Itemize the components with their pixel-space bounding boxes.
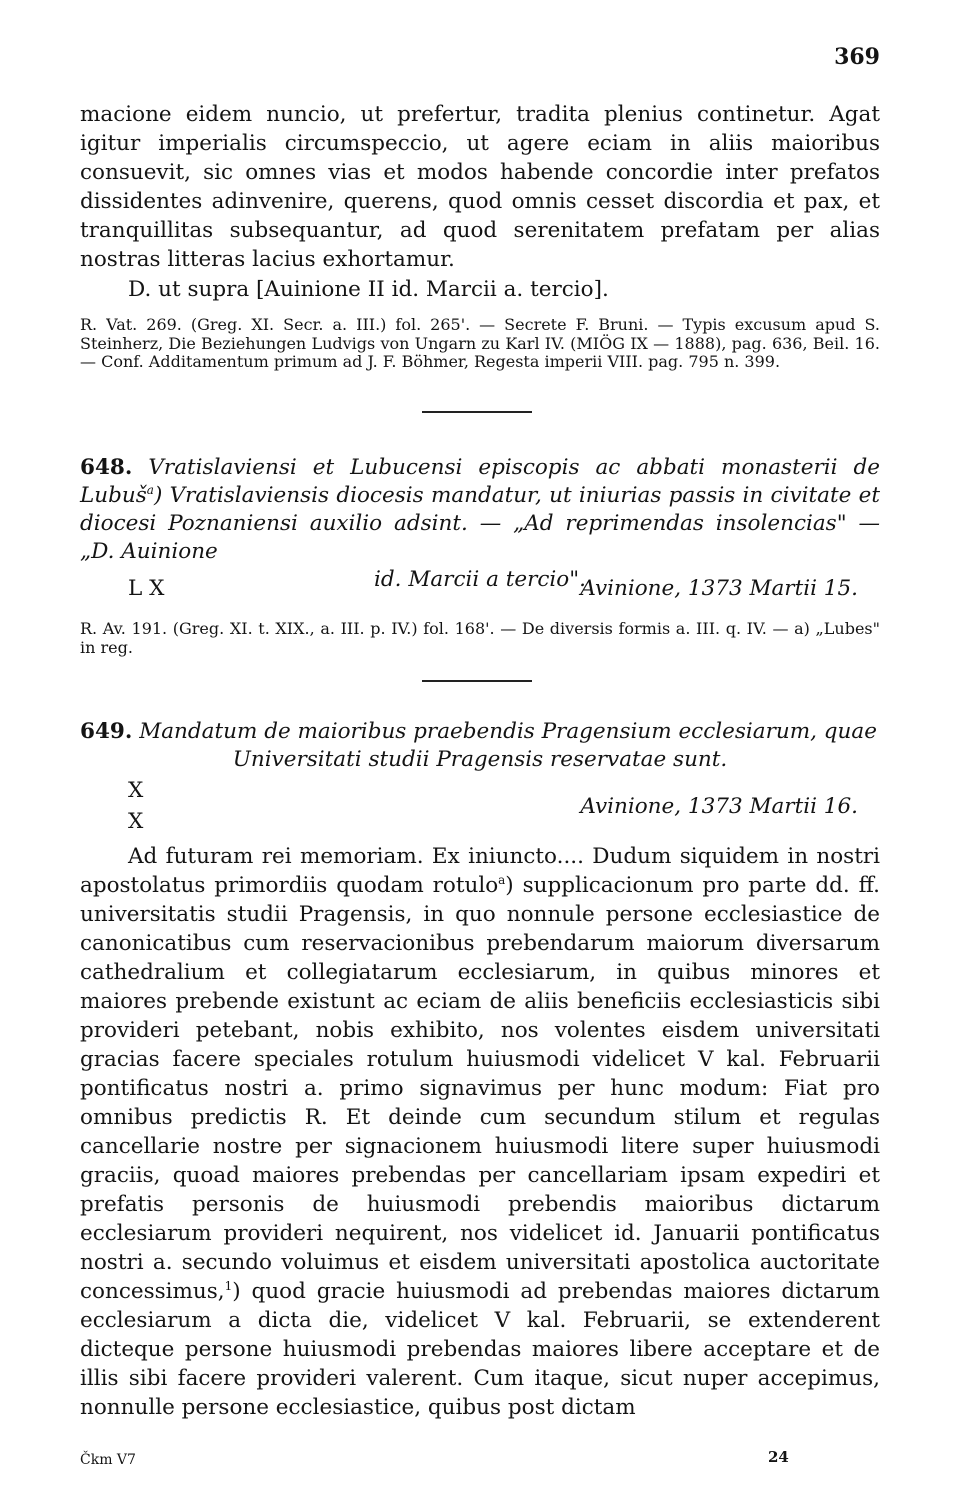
- doc648-title: Vratislaviensi et Lubucensi episcopis ac abbati monasterii de Lubuš: [80, 455, 880, 508]
- doc649-number: 649.: [80, 719, 133, 744]
- divider-1: [422, 411, 532, 413]
- doc649-body-footnote-1: 1: [224, 1278, 233, 1293]
- divider-2: [422, 680, 532, 682]
- top-source-note: R. Vat. 269. (Greg. XI. Secr. a. III.) fol. 265'. — Secrete F. Bruni. — Typis excusum apud S. Steinherz, Die Beziehungen Ludvigs von Ungarn zu Karl IV. (MIÖG IX — 1888), pag. 636, Beil. 16. — Conf. Additamentum primum ad J. F. Böhmer, Regesta imperii VIII. pag. 795 n. 399.: [80, 315, 880, 371]
- doc649-body-part3: ) quod gracie huiusmodi ad prebendas maiores dictarum ecclesiarum a dicta die, videlicet V kal. Februarii, se extenderent dicteque persone huiusmodi prebendas maiores libere acceptare et de illis sibi facere provideri valerent. Cum itaque, sicut nuper accepimus, nonnulle persone ecclesiastice, quibus post dictam: [80, 1279, 880, 1420]
- doc649-body: [80, 842, 880, 1422]
- doc649-title-line2: Universitati studii Pragensis reservatae sunt.: [232, 747, 728, 772]
- top-paragraph: macione eidem nuncio, ut prefertur, tradita plenius continetur. Agat igitur imperialis circumspeccio, ut agere eciam in aliis maioribus consuevit, sic omnes vias et modos habende concordie inter prefatos dissidentes adinvenire, querens, quod omnis cesset discordia et pax, et tranquillitas subsequantur, ad quod serenitatem prefatam per alias nostras litteras lacius exhortamur.: [80, 102, 880, 272]
- doc648-place-date: Avinione, 1373 Martii 15.: [580, 576, 858, 601]
- page-number: 369: [834, 44, 880, 70]
- doc648-heading: [80, 454, 880, 594]
- doc649-body-part2: ) supplicacionum pro parte dd. ff. universitatis studii Pragensis, in quo nonnule persone ecclesiastice de canonicatibus cum reservacionibus prebendarum maiorum diversarum cathedralium et collegiatarum ecclesiarum, in quibus minores et maiores prebende existunt ac eciam de aliis beneficiis ecclesiasticis sibi provideri petebant, nobis exhibito, nos volentes eisdem universitati gracias facere speciales rotulum huiusmodi videlicet V kal. Februarii pontificatus nostri a. primo signavimus per hunc modum: Fiat pro omnibus predictis R. Et deinde cum secundum stilum et regulas cancellarie nostre per signacionem huiusmodi litere super huiusmodi graciis, quoad maiores prebendas per cancellariam ipsam expediri et prefatis personis de huiusmodi prebendis maioribus dictarum ecclesiarum provideri nequirent, nos videlicet id. Januarii pontificatus nostri a. secundo voluimus et eisdem universitati apostolica auctoritate concessimus,: [80, 873, 880, 1304]
- footer-signature-mark: Čkm V7: [80, 1452, 136, 1468]
- doc649-body-part1: Ad futuram rei memoriam. Ex iniuncto.... Dudum siquidem in nostri apostolatus primordiis quodam rotulo: [80, 844, 880, 898]
- doc649-signature-top: X: [128, 778, 144, 803]
- doc649-heading: [80, 718, 880, 774]
- footer-gathering-number: 24: [768, 1448, 789, 1466]
- doc648-title-rest: ) Vratislaviensis diocesis mandatur, ut iniurias passis in civitate et diocesi Poznaniensi auxilio adsint. — „Ad reprimendas insolencias" — „D. Auinione: [80, 483, 880, 564]
- doc648-title-footnote-mark: a: [146, 482, 154, 497]
- doc648-source-note: R. Av. 191. (Greg. XI. t. XIX., a. III. p. IV.) fol. 168'. — De diversis formis a. III. q. IV. — a) „Lubes" in reg.: [80, 619, 880, 657]
- doc649-signature-bottom: X: [128, 809, 144, 834]
- doc648-signature: L X: [128, 576, 165, 601]
- doc648-title-last: id. Marcii a tercio".: [374, 567, 586, 592]
- doc649-place-date: Avinione, 1373 Martii 16.: [580, 794, 858, 819]
- doc649-body-footnote-a: a: [498, 872, 506, 887]
- doc648-number: 648.: [80, 455, 133, 480]
- top-dating: D. ut supra [Auinione II id. Marcii a. tercio].: [128, 277, 609, 302]
- doc649-title-line1: Mandatum de maioribus praebendis Pragensium ecclesiarum, quae: [139, 719, 877, 744]
